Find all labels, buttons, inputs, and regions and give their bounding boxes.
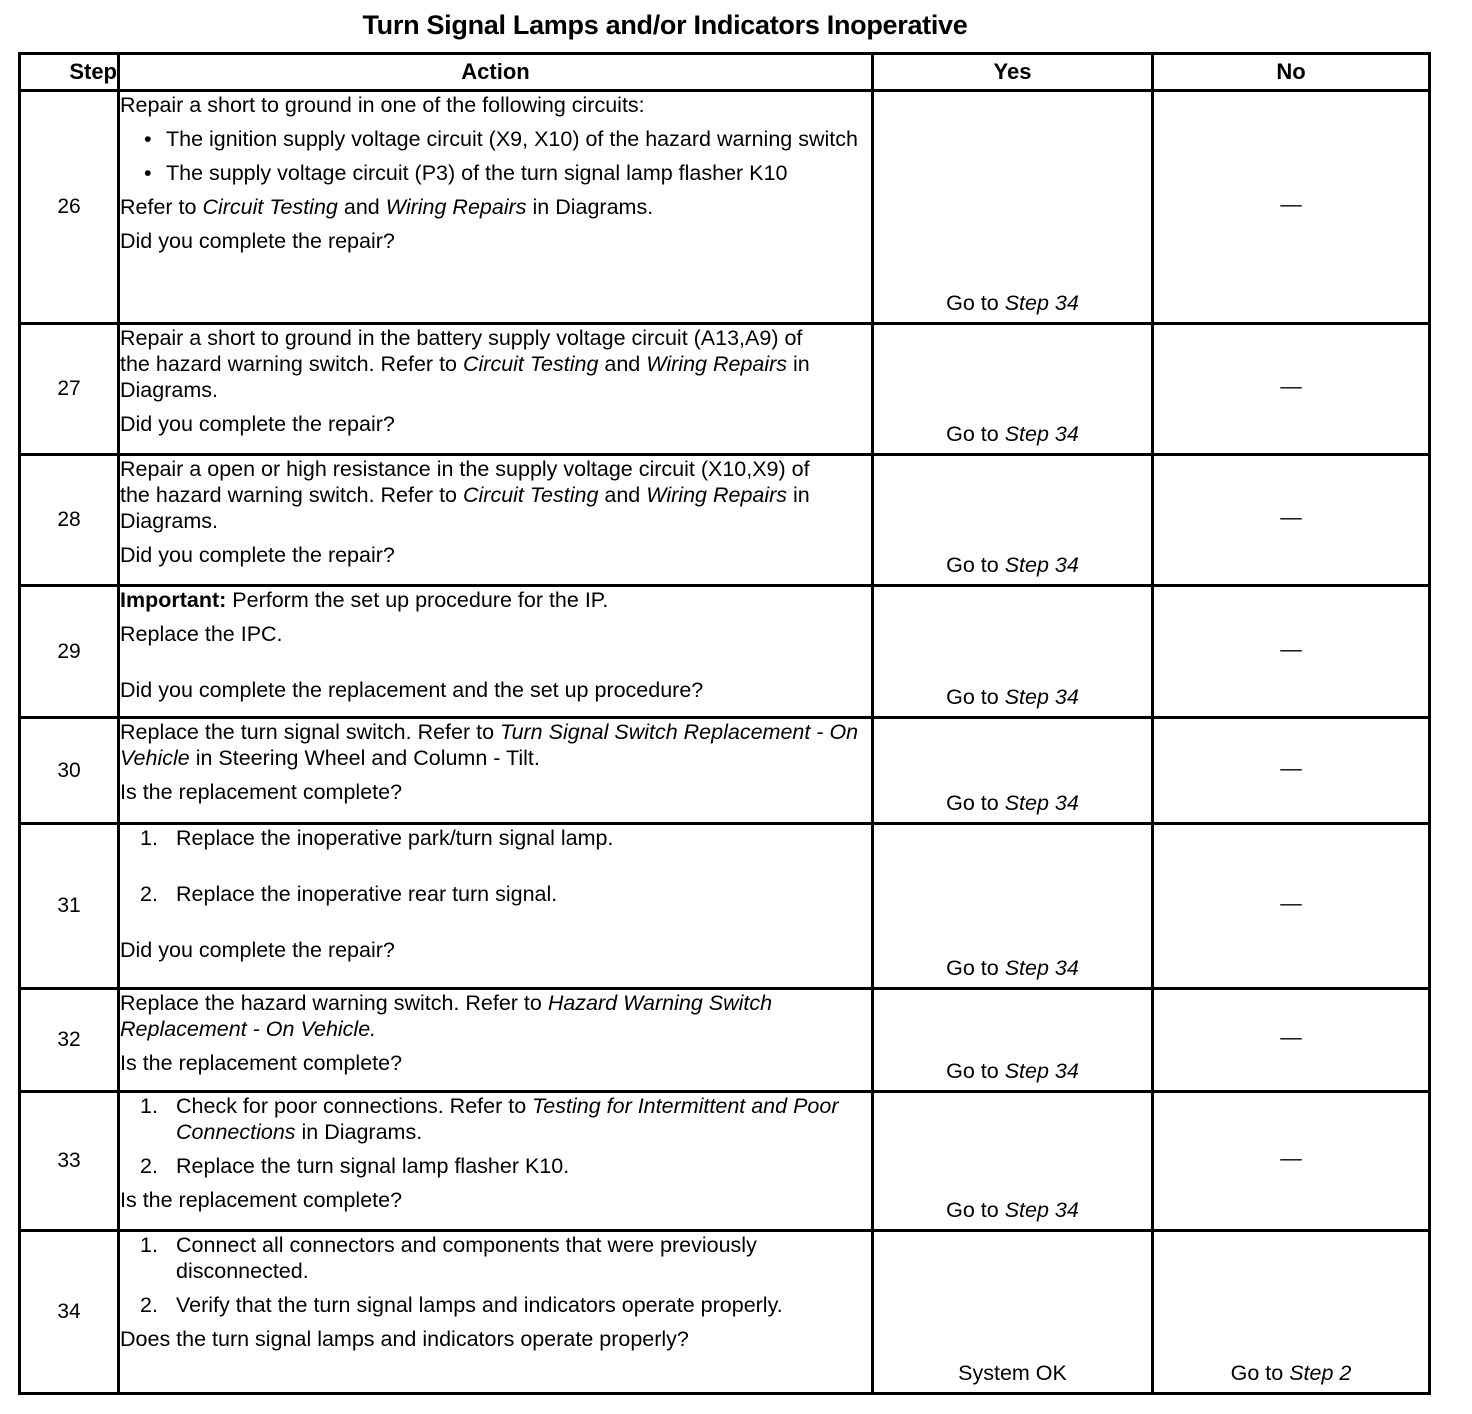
yes-cell: [873, 324, 1153, 455]
step-number: 30: [20, 718, 119, 824]
reference-link[interactable]: Turn Signal Switch Replacement - On Vehicle: [120, 720, 859, 770]
important-note: Important: Perform the set up procedure for the IP.: [120, 588, 609, 612]
question-text: Did you complete the repair?: [120, 229, 395, 253]
numbered-item: 1. Connect all connectors and components that were previously disconnected.: [140, 1233, 757, 1283]
numbered-item: 2. Replace the turn signal lamp flasher K10.: [140, 1154, 570, 1178]
question-text: Is the replacement complete?: [120, 1188, 403, 1212]
column-header-step: Step: [20, 54, 119, 91]
action-cell: [119, 324, 873, 455]
yes-action[interactable]: Go to Step 34: [946, 1059, 1079, 1083]
question-text: Did you complete the repair?: [120, 543, 395, 567]
no-cell: [1153, 324, 1430, 455]
table-row: [20, 91, 1430, 324]
reference-link[interactable]: Circuit Testing: [462, 352, 599, 376]
table-header-row: [20, 54, 1430, 91]
action-cell: [119, 586, 873, 718]
step-number: 28: [20, 455, 119, 586]
numbered-item: 1. Replace the inoperative park/turn signal lamp.: [140, 826, 614, 850]
yes-cell: [873, 824, 1153, 989]
step-number: 26: [20, 91, 119, 324]
step-number: 32: [20, 989, 119, 1092]
important-label: Important:: [120, 588, 227, 612]
no-cell: [1153, 989, 1430, 1092]
yes-action[interactable]: Go to Step 34: [946, 291, 1079, 315]
reference-link[interactable]: Circuit Testing: [202, 195, 338, 219]
yes-cell: [873, 1092, 1153, 1231]
table-row: [20, 824, 1430, 989]
reference-link[interactable]: Hazard Warning Switch Replacement - On Vehicle.: [120, 991, 773, 1041]
column-header-yes: Yes: [873, 54, 1153, 91]
reference-text: Refer to Circuit Testing and Wiring Repairs in Diagrams.: [120, 195, 654, 219]
action-text: Replace the hazard warning switch. Refer to Hazard Warning Switch Replacement - On Vehicle.: [120, 991, 773, 1041]
question-text: Did you complete the replacement and the set up procedure?: [120, 678, 704, 702]
no-action-none: —: [1280, 891, 1302, 915]
no-action-none: —: [1280, 1025, 1302, 1049]
no-action-none: —: [1280, 192, 1302, 216]
step-number: 34: [20, 1231, 119, 1394]
yes-action[interactable]: Go to Step 34: [946, 685, 1079, 709]
no-cell: [1153, 718, 1430, 824]
yes-cell: [873, 586, 1153, 718]
action-cell: [119, 91, 873, 324]
action-cell: [119, 455, 873, 586]
bullet-icon: •: [144, 161, 152, 185]
reference-link[interactable]: Wiring Repairs: [646, 352, 788, 376]
no-action-none: —: [1280, 636, 1302, 661]
reference-link[interactable]: Wiring Repairs: [646, 483, 788, 507]
action-cell: [119, 1092, 873, 1231]
no-action-none: —: [1280, 755, 1302, 780]
table-row: [20, 324, 1430, 455]
action-cell: [119, 989, 873, 1092]
question-text: Is the replacement complete?: [120, 1051, 403, 1075]
table-row: [20, 718, 1430, 824]
no-action-none: —: [1280, 374, 1302, 398]
numbered-item: 1. Check for poor connections. Refer to Testing for Intermittent and Poor Connections in Diagrams.: [140, 1094, 839, 1144]
step-number: 29: [20, 586, 119, 718]
bullet-item: • The ignition supply voltage circuit (X9, X10) of the hazard warning switch: [144, 127, 858, 151]
action-cell: [119, 824, 873, 989]
page-title: Turn Signal Lamps and/or Indicators Inoperative: [362, 10, 968, 40]
question-text: Did you complete the repair?: [120, 938, 395, 962]
diagnostic-table: [18, 52, 1431, 1395]
yes-action[interactable]: Go to Step 34: [946, 422, 1079, 446]
column-header-action: Action: [119, 54, 873, 91]
no-action-none: —: [1280, 1146, 1302, 1170]
no-cell: [1153, 1092, 1430, 1231]
reference-link[interactable]: Testing for Intermittent and Poor Connections: [176, 1094, 839, 1144]
yes-action[interactable]: Go to Step 34: [946, 553, 1079, 577]
no-action-none: —: [1280, 505, 1302, 529]
step-number: 31: [20, 824, 119, 989]
reference-link[interactable]: Circuit Testing: [462, 483, 599, 507]
no-cell: [1153, 1231, 1430, 1394]
no-cell: [1153, 824, 1430, 989]
yes-action[interactable]: Go to Step 34: [946, 956, 1079, 980]
action-cell: [119, 718, 873, 824]
yes-action[interactable]: Go to Step 34: [946, 791, 1079, 815]
numbered-item: 2. Verify that the turn signal lamps and indicators operate properly.: [140, 1293, 783, 1317]
action-intro: Repair a short to ground in one of the following circuits:: [120, 93, 645, 117]
table-row: [20, 1231, 1430, 1394]
yes-cell: [873, 91, 1153, 324]
reference-link[interactable]: Wiring Repairs: [385, 195, 527, 219]
column-header-no: No: [1153, 54, 1430, 91]
question-text: Did you complete the repair?: [120, 412, 395, 436]
table-row: [20, 1092, 1430, 1231]
step-number: 33: [20, 1092, 119, 1231]
action-cell: [119, 1231, 873, 1394]
yes-action[interactable]: System OK: [958, 1361, 1067, 1385]
table-row: [20, 586, 1430, 718]
yes-cell: [873, 1231, 1153, 1394]
yes-cell: [873, 455, 1153, 586]
yes-action[interactable]: Go to Step 34: [946, 1198, 1079, 1222]
bullet-item: • The supply voltage circuit (P3) of the turn signal lamp flasher K10: [144, 161, 788, 185]
yes-cell: [873, 718, 1153, 824]
question-text: Does the turn signal lamps and indicators operate properly?: [120, 1327, 689, 1351]
table-row: [20, 455, 1430, 586]
numbered-item: 2. Replace the inoperative rear turn signal.: [140, 882, 558, 906]
no-action[interactable]: Go to Step 2: [1230, 1361, 1352, 1385]
action-text: Replace the IPC.: [120, 622, 283, 646]
question-text: Is the replacement complete?: [120, 780, 403, 804]
action-text: Replace the turn signal switch. Refer to Turn Signal Switch Replacement - On Vehicle in Steering Wheel and Column - Tilt.: [120, 720, 859, 770]
action-text: Repair a short to ground in the battery supply voltage circuit (A13,A9) of the hazard warning switch. Refer to Circuit Testing and Wiring Repairs in Diagrams.: [120, 326, 810, 402]
no-cell: [1153, 91, 1430, 324]
bullet-icon: •: [144, 127, 152, 151]
no-cell: [1153, 586, 1430, 718]
no-cell: [1153, 455, 1430, 586]
action-text: Repair a open or high resistance in the supply voltage circuit (X10,X9) of the hazard warning switch. Refer to Circuit Testing and Wiring Repairs in Diagrams.: [120, 457, 810, 533]
table-row: [20, 989, 1430, 1092]
yes-cell: [873, 989, 1153, 1092]
step-number: 27: [20, 324, 119, 455]
